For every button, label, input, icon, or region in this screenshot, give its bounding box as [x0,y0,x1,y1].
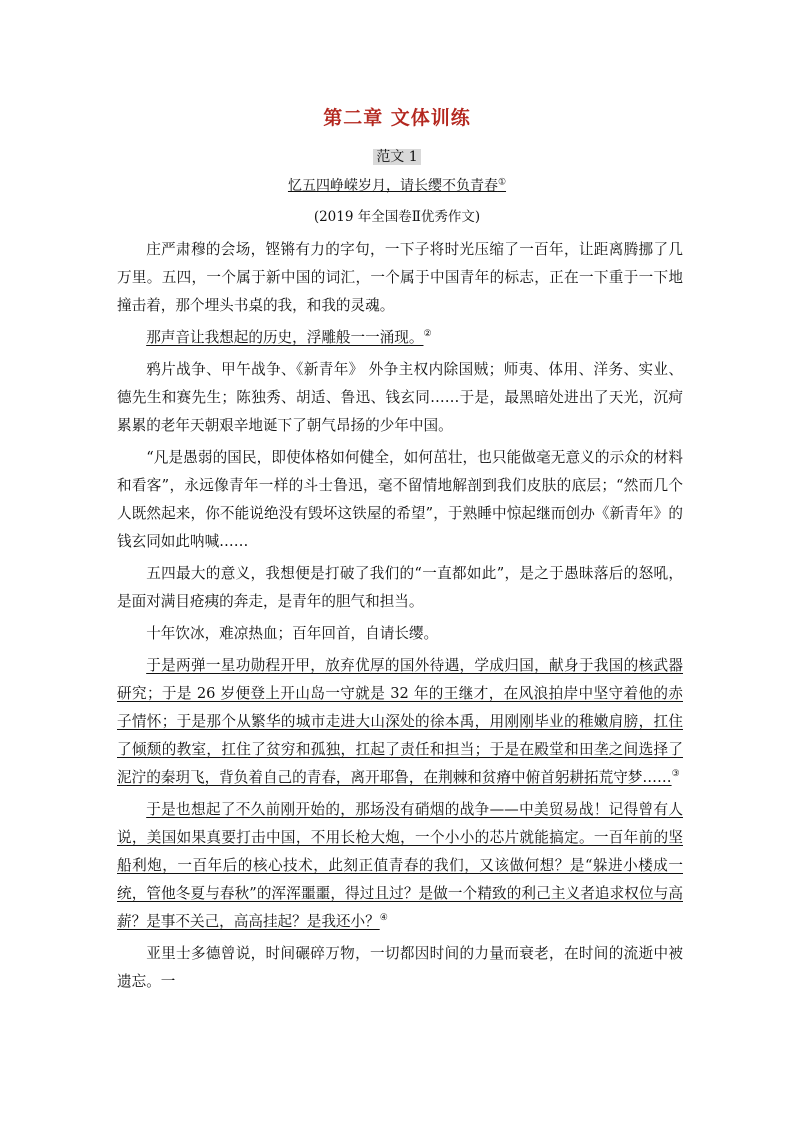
paragraph: “凡是愚弱的国民，即使体格如何健全，如何茁壮，也只能做毫无意义的示众的材料和看客”，永远像青年一样的斗士鲁迅，毫不留情地解剖到我们皮肤的底层；“然而几个人既然起来，你不能说绝没有毁坏这铁屋的希望”，于熟睡中惊起继而创办《新青年》的钱玄同如此呐喊…… [117,449,683,550]
paragraph [117,324,683,352]
paragraph [117,796,683,936]
paragraph: 庄严肃穆的会场，铿锵有力的字句，一下子将时光压缩了一百年，让距离腾挪了几万里。五四，一个属于新中国的词汇，一个属于中国青年的标志，正在一下重于一下地撞击着，那个埋头书桌的我，和我的灵魂。 [117,241,683,314]
paragraph: 五四最大的意义，我想便是打破了我们的“一直都如此”，是之于愚昧落后的怒吼，是面对满目疮痍的奔走，是青年的胆气和担当。 [117,565,683,610]
underlined-text: 于是也想起了不久前刚开始的，那场没有硝烟的战争——中美贸易战！记得曾有人说，美国如果真要打击中国，不用长枪大炮，一个小小的芯片就能搞定。一百年前的坚船利炮，一百年后的核心技术，此刻正值青春的我们，又该做何想？是“躲进小楼成一统，管他冬夏与春秋”的浑浑噩噩，得过且过？是做一个精致的利己主义者追求权位与高薪？是事不关己，高高挂起？是我还小？ [117,801,683,930]
underlined-text: 于是两弹一星功勋程开甲，放弃优厚的国外待遇，学成归国，献身于我国的核武器研究；于是 26 岁便登上开山岛一守就是 32 年的王继才，在风浪拍岸中坚守着他的赤子情怀；于是那个从繁华的城市走进大山深处的徐本禹，用刚刚毕业的稚嫩肩膀，扛住了倾颓的教室，扛住了贫穷和孤独，扛起了责任和担当；于是在殿堂和田垄之间选择了泥泞的秦玥飞，背负着自己的青春，离开耶鲁，在荆棘和贫瘠中俯首躬耕拓荒守梦…… [117,657,683,786]
sample-label: 范文 1 [373,149,420,165]
essay-body [117,236,683,1000]
paragraph: 亚里士多德曾说，时间碾碎万物，一切都因时间的力量而衰老，在时间的流逝中被遗忘。一 [117,945,683,990]
paragraph: 十年饮冰，难凉热血；百年回首，自请长缨。 [146,625,439,642]
essay-title-line [0,175,794,195]
chapter-title: 第二章 文体训练 [323,107,471,129]
footnote-marker: ④ [379,913,388,924]
footnote-marker: ③ [671,769,680,780]
paragraph [117,652,683,792]
footnote-marker: ② [423,329,432,340]
essay-source: (2019 年全国卷Ⅱ优秀作文) [313,209,481,225]
paragraph: 鸦片战争、甲午战争、《新青年》 外争主权内除国贼；师夷、体用、洋务、实业、德先生和赛先生；陈独秀、胡适、鲁迅、钱玄同……于是，最黑暗处进出了天光，沉疴累累的老年天朝艰辛地诞下了朝气昂扬的少年中国。 [117,361,683,434]
sample-label-wrapper [0,146,794,166]
footnote-marker: ① [497,177,507,188]
essay-title: 忆五四峥嵘岁月，请长缨不负青春 [287,178,498,194]
underlined-text: 那声音让我想起的历史，浮雕般一一涌现。 [146,329,424,346]
